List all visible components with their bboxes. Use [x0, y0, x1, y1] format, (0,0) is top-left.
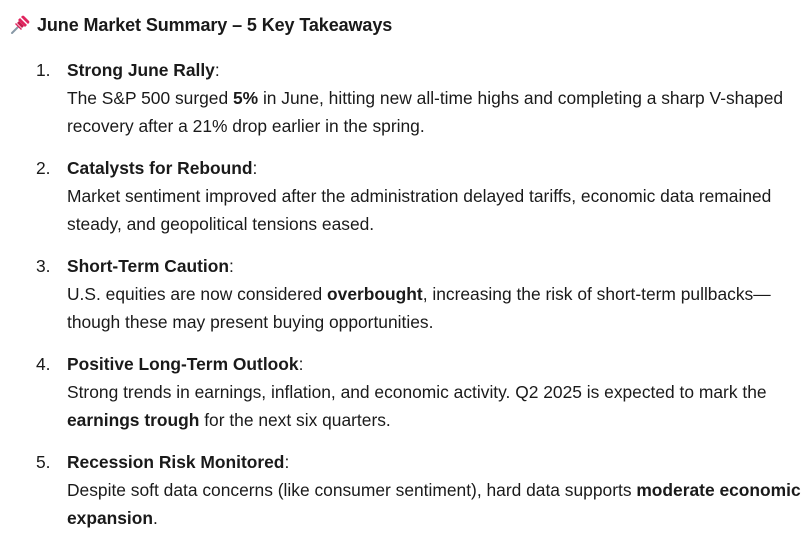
- body-emphasis: 5%: [232, 88, 259, 108]
- item-heading: Catalysts for Rebound: [67, 158, 253, 178]
- body-emphasis: earnings trough: [67, 410, 200, 430]
- heading-colon: :: [214, 60, 220, 80]
- item-heading: Recession Risk Monitored: [67, 452, 285, 472]
- list-number: 4.: [36, 354, 51, 374]
- item-heading: Positive Long-Term Outlook: [67, 354, 299, 374]
- list-number: 1.: [36, 60, 51, 80]
- list-item: [36, 448, 802, 532]
- page-title: June Market Summary – 5 Key Takeaways: [37, 14, 393, 35]
- heading-colon: :: [228, 256, 234, 276]
- summary-header: [9, 14, 392, 36]
- body-text: U.S. equities are now considered: [67, 284, 328, 304]
- item-body: [67, 84, 802, 140]
- body-text: .: [153, 508, 158, 528]
- body-emphasis: overbought: [327, 284, 423, 304]
- body-text: The S&P 500 surged: [67, 88, 233, 108]
- pushpin-icon: [9, 14, 31, 36]
- body-text: in June, hitting new all-time highs and completing a sharp V-shaped recovery after a 21% drop earlier in the spring.: [67, 88, 784, 136]
- list-number: 2.: [36, 158, 51, 178]
- item-body: [67, 280, 802, 336]
- takeaways-list: [36, 56, 802, 546]
- item-heading: Strong June Rally: [67, 60, 215, 80]
- heading-colon: :: [284, 452, 290, 472]
- list-number: 5.: [36, 452, 51, 472]
- list-number: 3.: [36, 256, 51, 276]
- body-text: , increasing the risk of short-term pullbacks—though these may present buying opportunities.: [67, 284, 771, 332]
- item-body: [67, 378, 802, 434]
- item-body: [67, 476, 802, 532]
- body-text: Market sentiment improved after the administration delayed tariffs, economic data remained steady, and geopolitical tensions eased.: [67, 186, 772, 234]
- list-item: [36, 154, 802, 238]
- item-body: [67, 182, 802, 238]
- body-text: Strong trends in earnings, inflation, and economic activity. Q2 2025 is expected to mark the: [67, 382, 767, 402]
- body-text: for the next six quarters.: [199, 410, 391, 430]
- item-heading: Short-Term Caution: [67, 256, 229, 276]
- body-emphasis: moderate economic expansion: [67, 480, 801, 528]
- list-item: [36, 252, 802, 336]
- list-item: [36, 350, 802, 434]
- heading-colon: :: [252, 158, 258, 178]
- heading-colon: :: [298, 354, 304, 374]
- body-text: Despite soft data concerns (like consumer sentiment), hard data supports: [67, 480, 637, 500]
- list-item: [36, 56, 802, 140]
